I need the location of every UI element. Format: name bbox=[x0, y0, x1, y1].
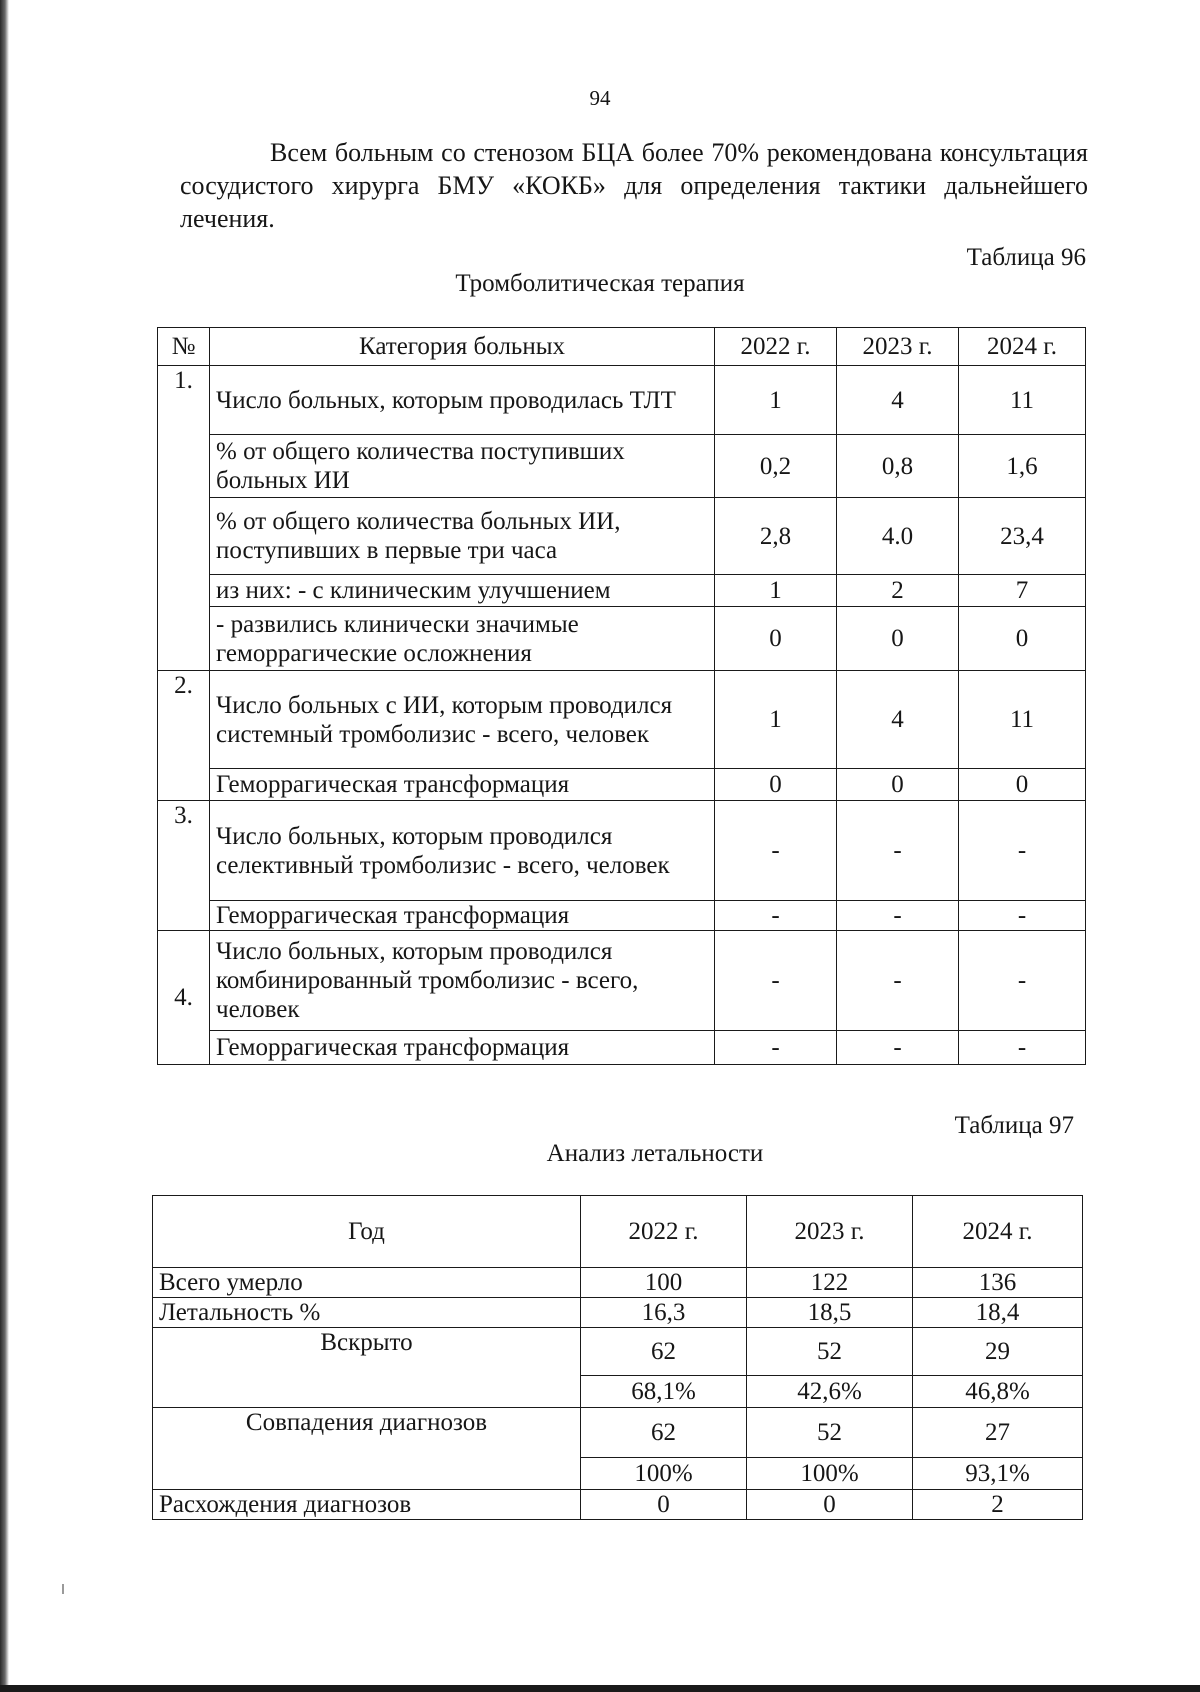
table-row bbox=[158, 498, 1086, 575]
cell-2023: 4.0 bbox=[837, 498, 959, 575]
group-num-3: 3. bbox=[158, 801, 210, 931]
header-2024: 2024 г. bbox=[959, 328, 1086, 366]
table96 bbox=[157, 327, 1086, 1065]
row-label-total-died: Всего умерло bbox=[153, 1268, 581, 1298]
cell-2023: 0 bbox=[837, 607, 959, 671]
cell-2024-percent: 46,8% bbox=[913, 1376, 1083, 1408]
table-row bbox=[153, 1328, 1083, 1376]
cell-2024: 136 bbox=[913, 1268, 1083, 1298]
table-row bbox=[158, 931, 1086, 1031]
intro-paragraph bbox=[180, 136, 1088, 235]
table-row bbox=[153, 1298, 1083, 1328]
cell-2022-percent: 100% bbox=[581, 1458, 747, 1490]
scan-shadow-left bbox=[0, 0, 9, 1692]
cell-2024: - bbox=[959, 1031, 1086, 1065]
cell-2024: - bbox=[959, 801, 1086, 901]
table-row bbox=[158, 366, 1086, 435]
row-category: Число больных, которым проводилась ТЛТ bbox=[210, 366, 715, 435]
group-num-1: 1. bbox=[158, 366, 210, 671]
cell-2022: 62 bbox=[581, 1408, 747, 1458]
group-num-4: 4. bbox=[158, 931, 210, 1065]
cell-2022-percent: 68,1% bbox=[581, 1376, 747, 1408]
header-2022: 2022 г. bbox=[715, 328, 837, 366]
header-year: Год bbox=[153, 1196, 581, 1268]
cell-2024: 2 bbox=[913, 1490, 1083, 1520]
scan-speck bbox=[62, 1584, 64, 1594]
cell-2022: 1 bbox=[715, 671, 837, 769]
cell-2023: 2 bbox=[837, 575, 959, 607]
cell-2023-percent: 42,6% bbox=[747, 1376, 913, 1408]
table97-header-row bbox=[153, 1196, 1083, 1268]
table96-header-row bbox=[158, 328, 1086, 366]
cell-2023: 52 bbox=[747, 1328, 913, 1376]
cell-2022: 1 bbox=[715, 575, 837, 607]
table-row bbox=[158, 671, 1086, 769]
cell-2022: 0 bbox=[581, 1490, 747, 1520]
header-2024: 2024 г. bbox=[913, 1196, 1083, 1268]
cell-2023: 4 bbox=[837, 671, 959, 769]
cell-2024: - bbox=[959, 931, 1086, 1031]
cell-2024: 11 bbox=[959, 366, 1086, 435]
cell-2023-percent: 100% bbox=[747, 1458, 913, 1490]
scan-shadow-bottom bbox=[0, 1685, 1200, 1692]
table-row bbox=[158, 901, 1086, 931]
cell-2022: 2,8 bbox=[715, 498, 837, 575]
cell-2023: 4 bbox=[837, 366, 959, 435]
cell-2024: 23,4 bbox=[959, 498, 1086, 575]
cell-2022: 16,3 bbox=[581, 1298, 747, 1328]
table-row bbox=[158, 801, 1086, 901]
cell-2023: - bbox=[837, 1031, 959, 1065]
cell-2022: - bbox=[715, 931, 837, 1031]
cell-2022: 62 bbox=[581, 1328, 747, 1376]
row-category: - развились клинически значимые геморрагические осложнения bbox=[210, 607, 715, 671]
table-row bbox=[153, 1268, 1083, 1298]
cell-2024: 18,4 bbox=[913, 1298, 1083, 1328]
header-num: № bbox=[158, 328, 210, 366]
table-row bbox=[158, 1031, 1086, 1065]
row-category: % от общего количества больных ИИ, поступивших в первые три часа bbox=[210, 498, 715, 575]
row-category: Число больных, которым проводился комбинированный тромболизис - всего, человек bbox=[210, 931, 715, 1031]
cell-2023: 0,8 bbox=[837, 435, 959, 498]
table-row bbox=[158, 575, 1086, 607]
table97-title: Анализ летальности bbox=[546, 1140, 764, 1167]
cell-2022: - bbox=[715, 801, 837, 901]
row-label-mismatch: Расхождения диагнозов bbox=[153, 1490, 581, 1520]
cell-2023: - bbox=[837, 801, 959, 901]
cell-2024: 29 bbox=[913, 1328, 1083, 1376]
row-category: Число больных, которым проводился селективный тромболизис - всего, человек bbox=[210, 801, 715, 901]
row-label-lethality: Летальность % bbox=[153, 1298, 581, 1328]
cell-2022: - bbox=[715, 901, 837, 931]
table97 bbox=[152, 1195, 1083, 1520]
cell-2024: 1,6 bbox=[959, 435, 1086, 498]
table-row bbox=[158, 769, 1086, 801]
row-category: Геморрагическая трансформация bbox=[210, 901, 715, 931]
cell-2022: 100 bbox=[581, 1268, 747, 1298]
cell-2023: 18,5 bbox=[747, 1298, 913, 1328]
cell-2022: - bbox=[715, 1031, 837, 1065]
table-row bbox=[158, 435, 1086, 498]
row-category: Число больных с ИИ, которым проводился системный тромболизис - всего, человек bbox=[210, 671, 715, 769]
page-number: 94 bbox=[589, 86, 611, 110]
row-category: из них: - с клиническим улучшением bbox=[210, 575, 715, 607]
cell-2023: 52 bbox=[747, 1408, 913, 1458]
cell-2023: 122 bbox=[747, 1268, 913, 1298]
group-num-2: 2. bbox=[158, 671, 210, 801]
row-label-autopsied: Вскрыто bbox=[153, 1328, 581, 1408]
cell-2024-percent: 93,1% bbox=[913, 1458, 1083, 1490]
cell-2024: 0 bbox=[959, 769, 1086, 801]
table96-label: Таблица 96 bbox=[966, 244, 1086, 271]
cell-2022: 0 bbox=[715, 607, 837, 671]
cell-2024: 27 bbox=[913, 1408, 1083, 1458]
cell-2024: 7 bbox=[959, 575, 1086, 607]
cell-2023: 0 bbox=[837, 769, 959, 801]
table-row bbox=[153, 1408, 1083, 1458]
cell-2022: 0,2 bbox=[715, 435, 837, 498]
row-category: Геморрагическая трансформация bbox=[210, 1031, 715, 1065]
table96-title: Тромболитическая терапия bbox=[455, 270, 745, 297]
cell-2023: 0 bbox=[747, 1490, 913, 1520]
cell-2023: - bbox=[837, 931, 959, 1031]
header-2023: 2023 г. bbox=[837, 328, 959, 366]
cell-2024: - bbox=[959, 901, 1086, 931]
row-category: % от общего количества поступивших больных ИИ bbox=[210, 435, 715, 498]
table-row bbox=[158, 607, 1086, 671]
row-label-match: Совпадения диагнозов bbox=[153, 1408, 581, 1490]
intro-text: Всем больным со стенозом БЦА более 70% рекомендована консультация сосудистого хирурга БМУ «КОКБ» для определения тактики дальнейшего лечения. bbox=[180, 138, 1088, 233]
header-category: Категория больных bbox=[210, 328, 715, 366]
row-category: Геморрагическая трансформация bbox=[210, 769, 715, 801]
cell-2022: 0 bbox=[715, 769, 837, 801]
cell-2023: - bbox=[837, 901, 959, 931]
header-2023: 2023 г. bbox=[747, 1196, 913, 1268]
header-2022: 2022 г. bbox=[581, 1196, 747, 1268]
cell-2022: 1 bbox=[715, 366, 837, 435]
cell-2024: 11 bbox=[959, 671, 1086, 769]
table-row bbox=[153, 1490, 1083, 1520]
cell-2024: 0 bbox=[959, 607, 1086, 671]
table97-label: Таблица 97 bbox=[954, 1112, 1074, 1139]
